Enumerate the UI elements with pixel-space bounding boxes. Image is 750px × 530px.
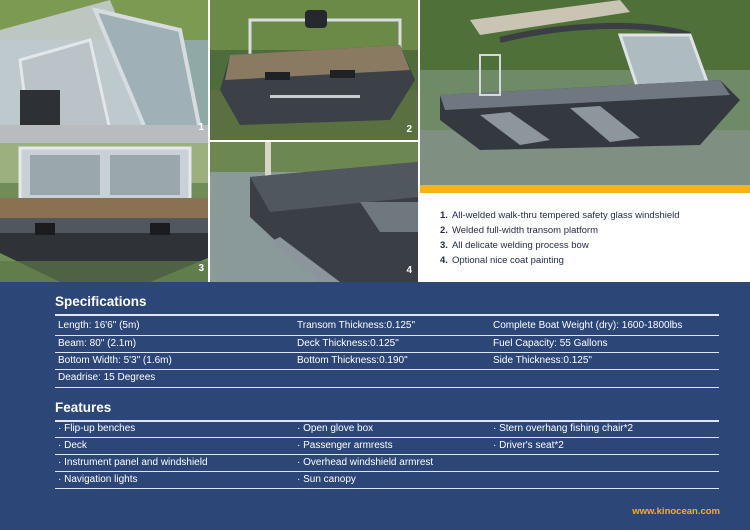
spec-fuel-capacity: Fuel Capacity: 55 Gallons (493, 338, 608, 349)
feature-item: · Sun canopy (297, 474, 356, 485)
features-title: Features (55, 400, 112, 415)
boat-photo-side (420, 0, 750, 185)
spec-deck-thickness: Deck Thickness:0.125" (297, 338, 399, 349)
spec-panel (0, 282, 750, 530)
feature-item: · Stern overhang fishing chair*2 (493, 423, 634, 434)
photo-number-4: 4 (406, 265, 412, 276)
rule (55, 335, 719, 336)
rule (55, 352, 719, 353)
feature-item: · Overhead windshield armrest (297, 457, 434, 468)
highlight-item: 1. All-welded walk-thru tempered safety glass windshield (440, 210, 680, 221)
photo-number-2: 2 (406, 124, 412, 135)
feature-item: · Instrument panel and windshield (58, 457, 208, 468)
spec-beam: Beam: 80" (2.1m) (58, 338, 137, 349)
rule (55, 314, 719, 316)
rule (55, 369, 719, 370)
specifications-title: Specifications (55, 294, 147, 309)
boat-photo-hull (210, 142, 418, 282)
feature-item: · Navigation lights (58, 474, 138, 485)
spec-side-thickness: Side Thickness:0.125" (493, 355, 592, 366)
rule (55, 387, 719, 388)
photo-number-3: 3 (198, 263, 204, 274)
feature-item: · Flip-up benches (58, 423, 136, 434)
feature-item: · Passenger armrests (297, 440, 393, 451)
feature-item: · Deck (58, 440, 87, 451)
spec-transom-thickness: Transom Thickness:0.125" (297, 320, 416, 331)
spec-bottom-thickness: Bottom Thickness:0.190" (297, 355, 408, 366)
spec-length: Length: 16'6" (5m) (58, 320, 140, 331)
spec-bottom-width: Bottom Width: 5'3" (1.6m) (58, 355, 172, 366)
highlights-list (440, 208, 740, 268)
accent-bar (420, 185, 750, 193)
spec-deadrise: Deadrise: 15 Degrees (58, 372, 156, 383)
highlight-item: 4. Optional nice coat painting (440, 255, 564, 266)
spec-boat-weight: Complete Boat Weight (dry): 1600-1800lbs (493, 320, 683, 331)
feature-item: · Driver's seat*2 (493, 440, 564, 451)
rule (55, 437, 719, 438)
boat-photo-windshield (0, 0, 208, 282)
rule (55, 420, 719, 422)
rule (55, 488, 719, 489)
rule (55, 454, 719, 455)
website-link[interactable]: www.kinocean.com (632, 506, 720, 517)
photo-number-1: 1 (198, 122, 204, 133)
boat-photo-transom (210, 0, 418, 140)
boat-photo-bow (0, 143, 208, 282)
feature-item: · Open glove box (297, 423, 374, 434)
highlight-item: 2. Welded full-width transom platform (440, 225, 599, 236)
highlight-item: 3. All delicate welding process bow (440, 240, 589, 251)
rule (55, 471, 719, 472)
